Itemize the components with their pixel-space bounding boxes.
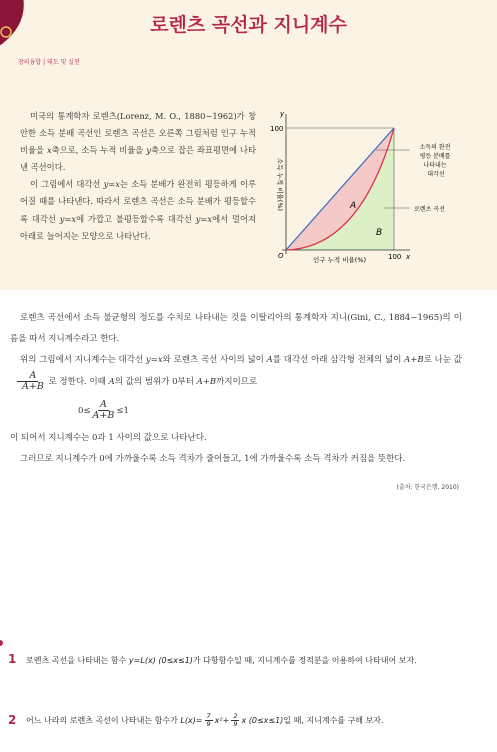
tick-100-y: 100 — [270, 125, 284, 133]
y-title: 소득 누적 비율(%) — [276, 158, 284, 212]
lorenz-diagram — [258, 108, 488, 268]
region-a-label: A — [350, 201, 357, 211]
gini-conclusion: 이 되어서 지니계수는 0과 1 사이의 값으로 나타난다. 그러므로 지니계수가 0에 가까울수록 소득 격차가 줄어들고, 1에 가까울수록 소득 격차가 커짐을 뜻한다. — [10, 433, 406, 464]
intro-text: 미국의 통계학자 로렌츠(Lorenz, M. O., 1880~1962)가 창안한 소득 분배 곡선인 로렌츠 곡선은 오른쪽 그림처럼 인구 누적 비율을 x축으로, 소득 누적 비율을 y축으로 잡은 좌표평면에 나타낸 곡선이다. 이 그림에서 대각선 y=x는 소득 분배가 완전히 평등하게 이루어질 때를 나타낸다. 따라서 로렌츠 곡선은 소득 분배가 평등할수록 대각선 y=x에 가깝고 불평등할수록 대각선 y=x에서 멀어져 아래로 늘어지는 모양으로 나타난다. — [20, 111, 256, 241]
lorenz-label: 로렌츠 곡선 — [414, 206, 445, 213]
section-tag: 창의융합 | 태도 및 실천 — [18, 59, 80, 66]
gini-inequality: 0≤ $\frac{A}{A+B}$ ≤1 — [78, 399, 129, 421]
source-note: (출처: 한국은행, 2010) — [396, 484, 459, 491]
gini-text: 로렌츠 곡선에서 소득 불균형의 정도를 수치로 나타내는 것을 이탈리아의 통계학자 지니(Gini, C., 1884~1965)의 이름을 따서 지니계수라고 한다. 위의 그림에서 지니계수는 대각선 y=x와 로렌츠 곡선 사이의 넓이 A를 대각선 아래 삼각형 전체의 넓이 A+B로 나눈 값 $\frac{A}{A+B}$ 로 정한다. 이때 A의 값의 범위가 0부터 A+B까지이므로 — [10, 313, 463, 392]
question-1: 로렌츠 곡선을 나타내는 함수 y=L(x) (0≤x≤1)가 다항함수일 때, 지니계수를 정적분을 이용하여 나타내어 보자. — [26, 656, 417, 665]
x-title: 인구 누적 비율(%) — [313, 256, 367, 264]
equality-label: 소득의 완전 평등 분배를 나타내는 대각선 — [419, 144, 451, 178]
question-2: 어느 나라의 로렌츠 곡선이 나타내는 함수가 L(x)= $\frac{7}{9}$ x²+ $\frac{2}{9}$ x (0≤x≤1)일 때, 지니계수를 구해 보자. — [26, 712, 384, 728]
origin-label: O — [278, 252, 284, 260]
axis-x-label: x — [406, 253, 411, 261]
margin-dot — [0, 640, 3, 646]
axis-y-label: y — [280, 110, 285, 118]
gini-fraction: $\frac{A}{A+B}$ — [12, 371, 44, 392]
tick-100-x: 100 — [388, 253, 402, 261]
region-b-label: B — [376, 228, 383, 238]
page-title: 로렌츠 곡선과 지니계수 — [150, 14, 347, 36]
question-1-number: 1 — [8, 652, 17, 666]
question-2-number: 2 — [8, 713, 17, 727]
